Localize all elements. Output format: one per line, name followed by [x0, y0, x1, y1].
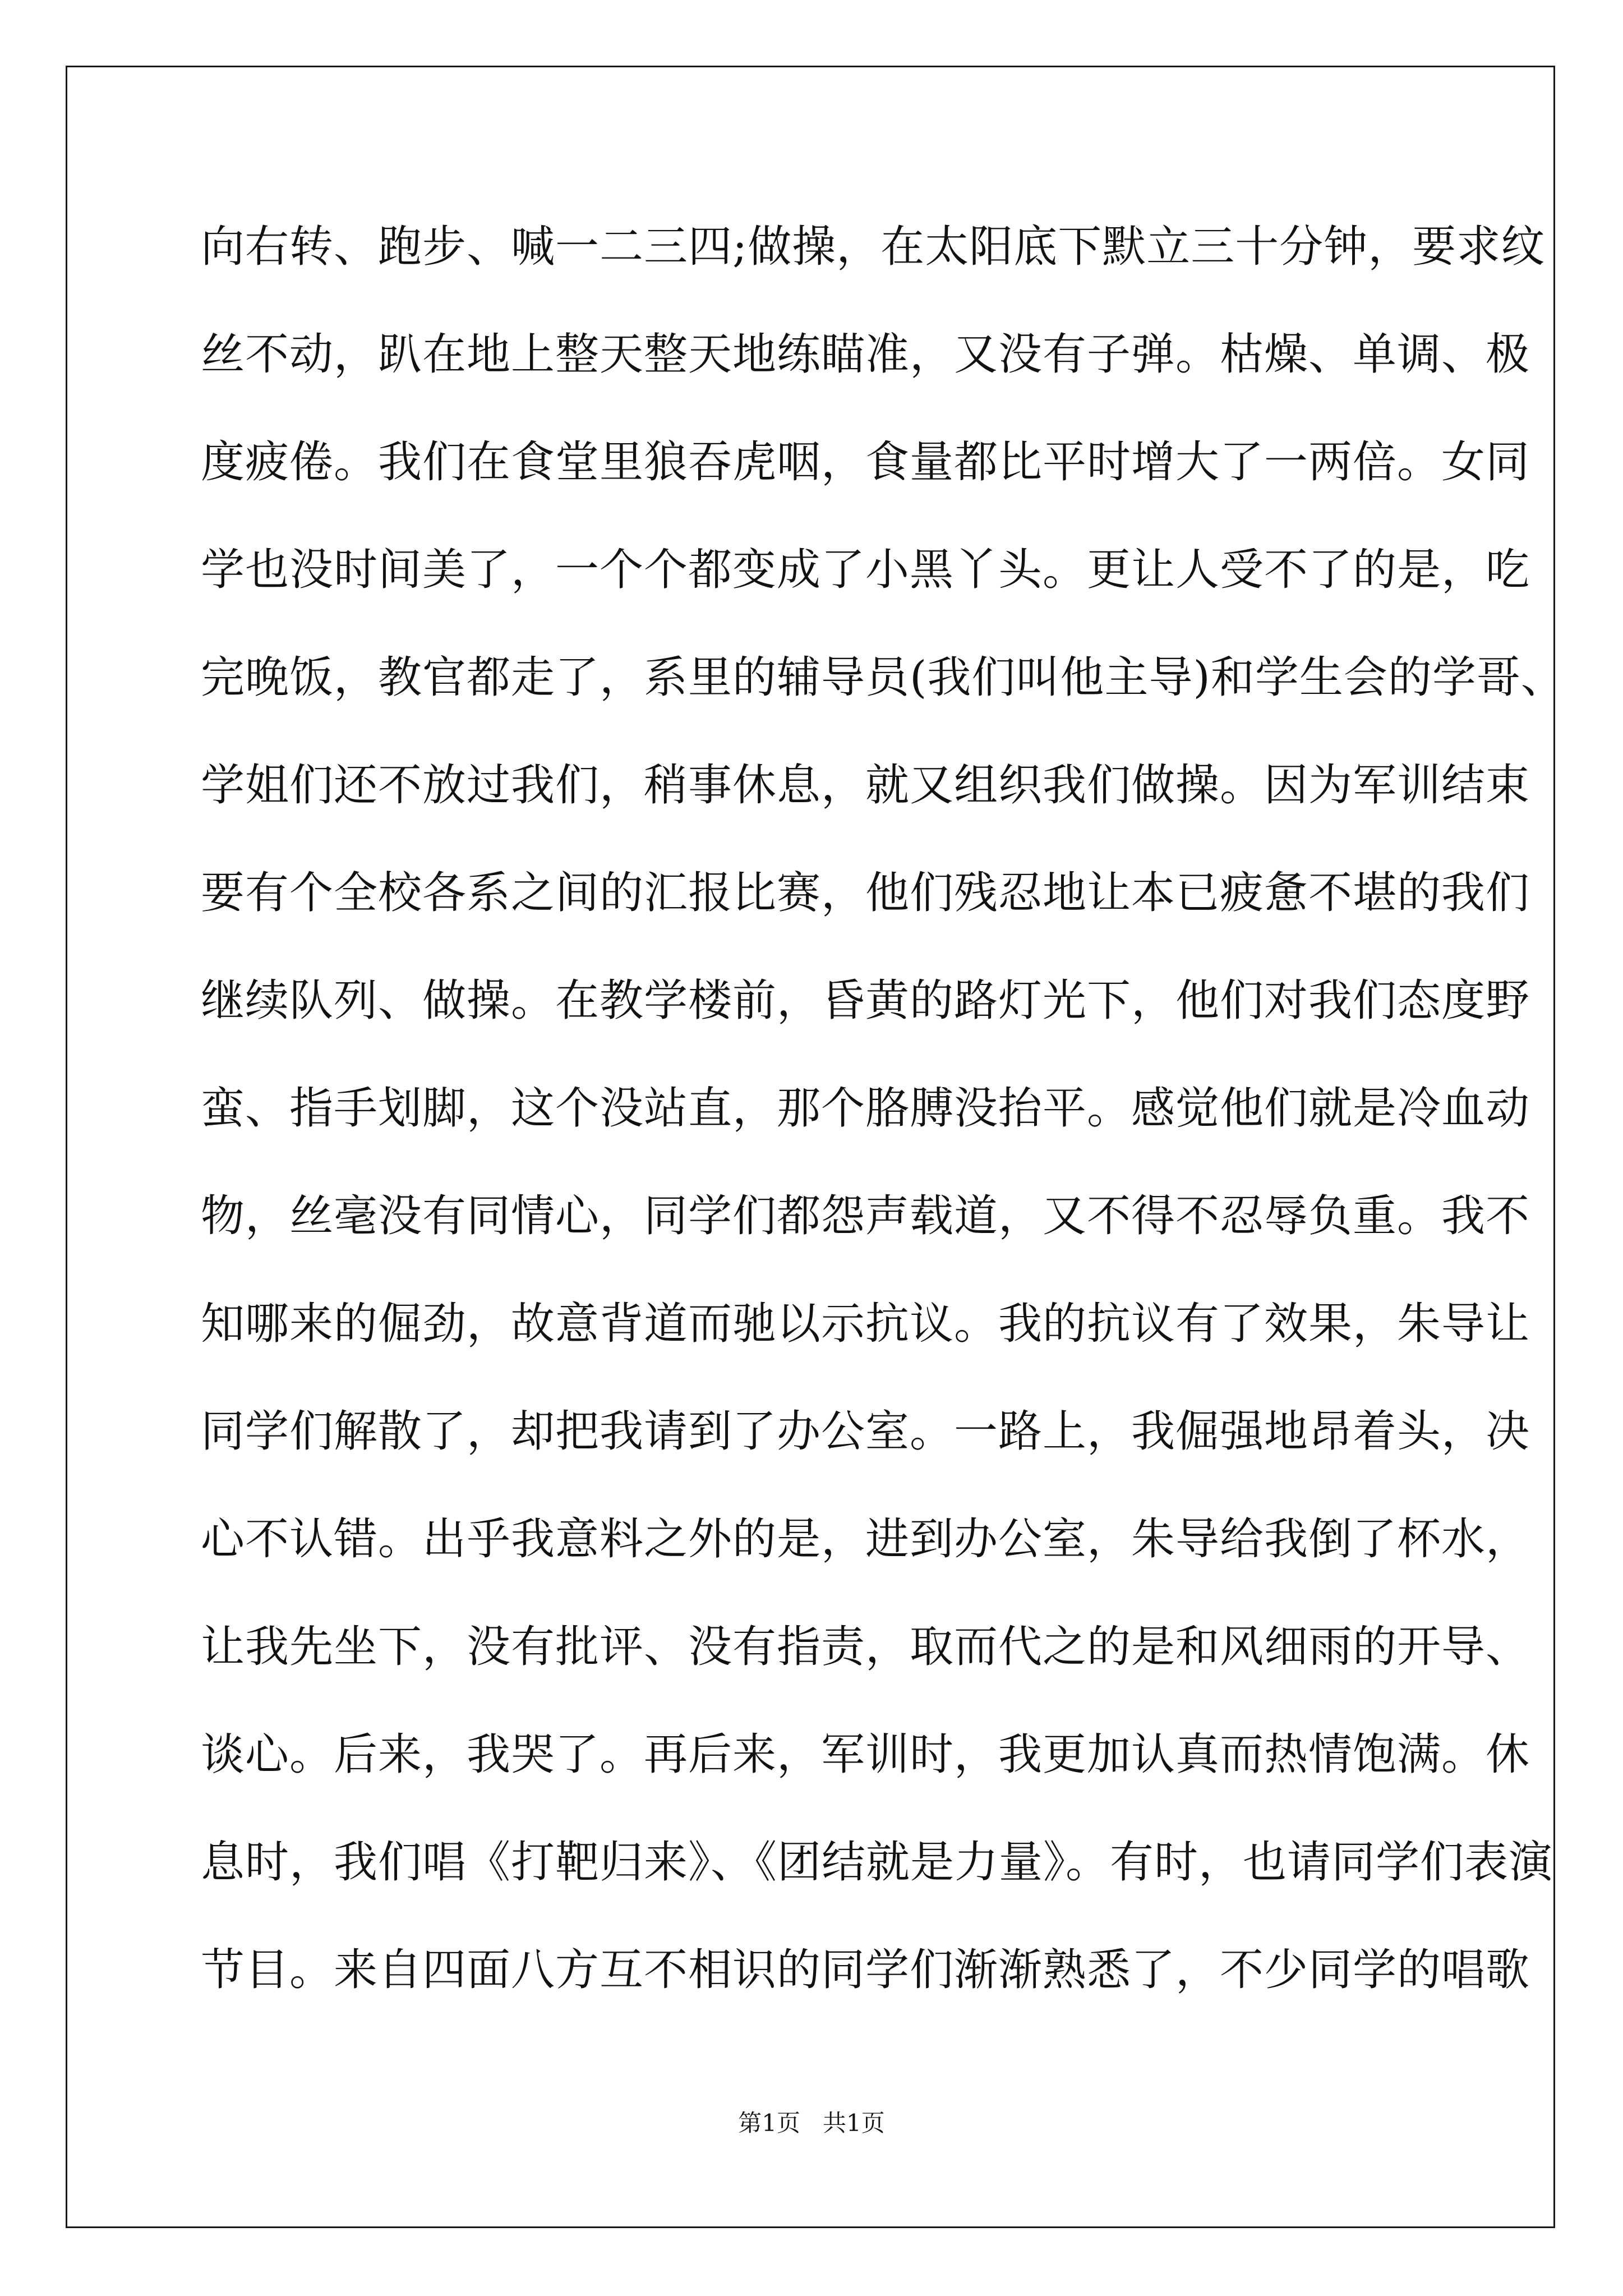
text-line-3: 度疲倦。我们在食堂里狼吞虎咽，食量都比平时增大了一两倍。女同	[201, 437, 1530, 487]
text-line-16: 息时，我们唱《打靶归来》、《团结就是力量》。有时，也请同学们表演	[201, 1837, 1553, 1888]
text-line-12: 同学们解散了，却把我请到了办公室。一路上，我倔强地昂着头，决	[201, 1406, 1530, 1457]
text-line-1: 向右转、跑步、喊一二三四;做操，在太阳底下默立三十分钟，要求纹	[201, 222, 1546, 272]
text-line-2: 丝不动，趴在地上整天整天地练瞄准，又没有子弹。枯燥、单调、极	[201, 329, 1530, 380]
text-line-13: 心不认错。出乎我意料之外的是，进到办公室，朱导给我倒了杯水，	[201, 1514, 1530, 1565]
text-line-11: 知哪来的倔劲，故意背道而驰以示抗议。我的抗议有了效果，朱导让	[201, 1299, 1530, 1349]
text-line-5: 完晚饭，教官都走了，系里的辅导员(我们叫他主导)和学生会的学哥、	[201, 652, 1565, 703]
document-body	[201, 205, 1565, 2036]
page-footer	[0, 2105, 1623, 2138]
text-line-9: 蛮、指手划脚，这个没站直，那个胳膊没抬平。感觉他们就是冷血动	[201, 1083, 1530, 1134]
text-line-6: 学姐们还不放过我们，稍事休息，就又组织我们做操。因为军训结束	[201, 760, 1530, 811]
text-line-17: 节目。来自四面八方互不相识的同学们渐渐熟悉了，不少同学的唱歌	[201, 1945, 1530, 1995]
text-line-14: 让我先坐下，没有批评、没有指责，取而代之的是和风细雨的开导、	[201, 1622, 1530, 1672]
text-line-4: 学也没时间美了，一个个都变成了小黑丫头。更让人受不了的是，吃	[201, 545, 1530, 595]
text-line-10: 物，丝毫没有同情心，同学们都怨声载道，又不得不忍辱负重。我不	[201, 1191, 1530, 1241]
text-line-7: 要有个全校各系之间的汇报比赛，他们残忍地让本已疲惫不堪的我们	[201, 868, 1530, 918]
text-line-8: 继续队列、做操。在教学楼前，昏黄的路灯光下，他们对我们态度野	[201, 976, 1530, 1026]
page-number-current: 第1页	[738, 2109, 800, 2137]
page-number-total: 共1页	[823, 2109, 885, 2137]
text-line-15: 谈心。后来，我哭了。再后来，军训时，我更加认真而热情饱满。休	[201, 1729, 1530, 1780]
